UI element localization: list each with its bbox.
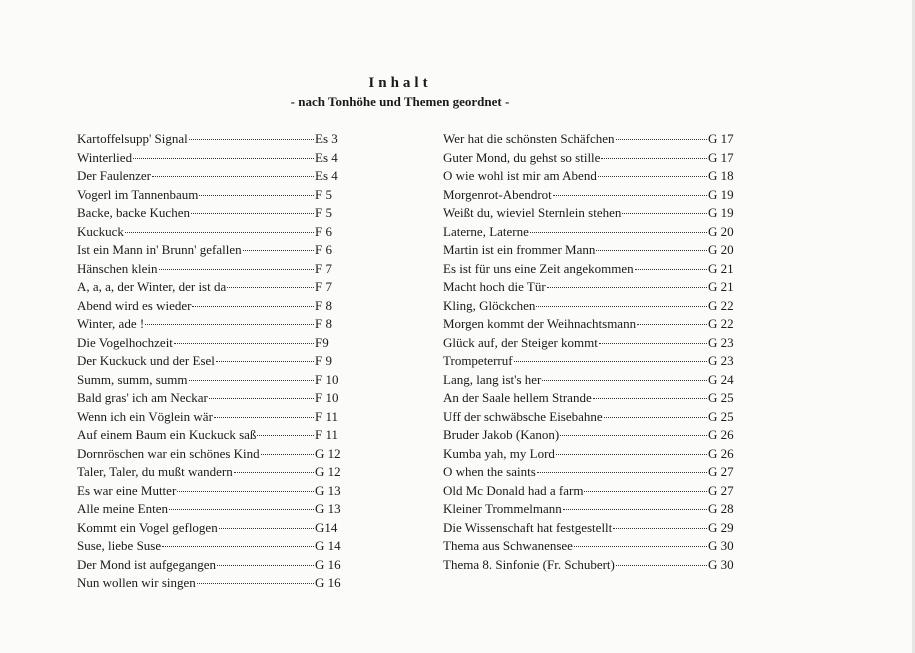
dot-leader (514, 360, 707, 362)
toc-entry (77, 204, 347, 223)
toc-entry-title: Es war eine Mutter (77, 482, 177, 498)
toc-entry-reference: G 23 (708, 353, 734, 368)
toc-entry (77, 223, 347, 242)
toc-entry-title: Ist ein Mann in' Brunn' gefallen (77, 242, 242, 257)
toc-entry-reference: G 22 (708, 297, 734, 313)
toc-entry-title: Dornröschen war ein schönes Kind (77, 445, 260, 461)
toc-entry (77, 519, 347, 538)
toc-entry-reference: F 7 (315, 279, 332, 294)
dot-leader (189, 379, 314, 381)
toc-entry (443, 371, 738, 390)
dot-leader (162, 545, 314, 547)
toc-entry-title: Winterlied (77, 149, 133, 165)
toc-entry (443, 482, 738, 501)
toc-entry-title: Kumba yah, my Lord (443, 445, 555, 461)
toc-entry-reference: Es 4 (315, 168, 338, 183)
toc-entry (443, 241, 738, 260)
dot-leader (243, 249, 314, 251)
toc-entry-reference: G 22 (708, 316, 734, 331)
dot-leader (257, 434, 314, 436)
page-title: Inhalt (368, 75, 432, 91)
toc-entry-title: Martin ist ein frommer Mann (443, 242, 596, 257)
dot-leader (174, 342, 314, 344)
page-subtitle: - nach Tonhöhe und Themen geordnet - (290, 94, 510, 109)
dot-leader (616, 564, 707, 566)
dot-leader (536, 305, 707, 307)
toc-entry-title: Uff der schwäbsche Eisebahne (443, 408, 603, 424)
dot-leader (596, 249, 707, 251)
toc-entry-title: Kleiner Trommelmann (443, 501, 562, 516)
toc-entry (443, 334, 738, 353)
dot-leader (604, 416, 707, 418)
toc-entry-reference: F 11 (315, 408, 338, 424)
toc-entry-reference: G 26 (708, 445, 734, 461)
toc-entry (443, 204, 738, 223)
toc-entry (77, 297, 347, 316)
toc-entry-title: Lang, lang ist's her (443, 371, 542, 387)
toc-entry-title: Bald gras' ich am Neckar (77, 390, 208, 405)
toc-entry (77, 241, 347, 260)
dot-leader (261, 453, 314, 455)
dot-leader (574, 545, 707, 547)
toc-left-column (77, 130, 347, 593)
toc-entry-title: Guter Mond, du gehst so stille (443, 149, 601, 165)
toc-entry (443, 130, 738, 149)
toc-entry-reference: G 19 (708, 186, 734, 202)
dot-leader (547, 286, 707, 288)
toc-entry-title: Die Vogelhochzeit (77, 334, 173, 350)
toc-entry-reference: F 8 (315, 297, 332, 313)
toc-entry-reference: G 27 (708, 464, 734, 479)
toc-entry (77, 371, 347, 390)
toc-entry (77, 408, 347, 427)
toc-entry-reference: F 10 (315, 390, 339, 405)
toc-entry-title: Die Wissenschaft hat festgestellt (443, 519, 613, 535)
dot-leader (169, 508, 314, 510)
toc-entry-title: Bruder Jakob (Kanon) (443, 427, 560, 442)
toc-entry-reference: F 5 (315, 205, 332, 220)
dot-leader (234, 471, 314, 473)
dot-leader (635, 268, 707, 270)
toc-entry (77, 445, 347, 464)
dot-leader (613, 527, 707, 529)
toc-entry-title: Wer hat die schönsten Schäfchen (443, 131, 615, 146)
dot-leader (598, 175, 707, 177)
dot-leader (553, 194, 707, 196)
toc-entry (443, 537, 738, 556)
toc-entry (443, 315, 738, 334)
toc-entry-title: Der Mond ist aufgegangen (77, 556, 216, 572)
dot-leader (214, 416, 314, 418)
toc-entry-reference: G 28 (708, 501, 734, 516)
toc-entry-reference: G 16 (315, 575, 341, 590)
toc-entry-reference: F 7 (315, 260, 332, 276)
toc-entry (443, 426, 738, 445)
dot-leader (192, 305, 314, 307)
toc-entry (443, 278, 738, 297)
dot-leader (209, 397, 314, 399)
dot-leader (601, 157, 707, 159)
dot-leader (227, 286, 314, 288)
toc-entry-reference: G 21 (708, 279, 734, 294)
toc-entry-title: Thema aus Schwanensee (443, 538, 573, 553)
toc-entry (77, 482, 347, 501)
dot-leader (191, 212, 314, 214)
toc-right-column (443, 130, 738, 574)
toc-entry-reference: G 20 (708, 242, 734, 257)
dot-leader (616, 138, 707, 140)
toc-entry-title: Der Faulenzer (77, 168, 151, 183)
toc-entry (77, 574, 347, 593)
toc-entry-title: Summ, summ, summ (77, 371, 188, 387)
toc-entry (443, 149, 738, 168)
toc-entry-title: Backe, backe Kuchen (77, 205, 190, 220)
toc-entry-title: Nun wollen wir singen (77, 575, 196, 590)
toc-entry-reference: G 29 (708, 519, 734, 535)
dot-leader (560, 434, 707, 436)
toc-entry (443, 297, 738, 316)
toc-entry-reference: F 9 (315, 353, 332, 368)
toc-entry-title: An der Saale hellem Strande (443, 390, 592, 405)
toc-entry (77, 537, 347, 556)
toc-entry-title: Old Mc Donald had a farm (443, 482, 584, 498)
dot-leader (125, 231, 314, 233)
dot-leader (542, 379, 707, 381)
toc-entry-reference: G 12 (315, 445, 341, 461)
toc-entry-reference: G 24 (708, 371, 734, 387)
toc-entry (443, 445, 738, 464)
toc-entry (77, 149, 347, 168)
toc-entry-reference: G 16 (315, 556, 341, 572)
toc-entry (77, 315, 347, 334)
toc-entry-reference: G 13 (315, 501, 341, 516)
toc-entry-reference: G14 (315, 519, 338, 535)
toc-entry-title: Winter, ade ! (77, 316, 145, 331)
toc-entry (443, 352, 738, 371)
toc-entry-title: Vogerl im Tannenbaum (77, 186, 199, 202)
toc-entry-reference: G 21 (708, 260, 734, 276)
toc-entry-reference: Es 3 (315, 131, 338, 146)
toc-entry-title: Trompeterruf (443, 353, 513, 368)
toc-entry (443, 223, 738, 242)
toc-entry-title: Es ist für uns eine Zeit angekommen (443, 260, 634, 276)
toc-entry-reference: G 27 (708, 482, 734, 498)
toc-entry-reference: G 17 (708, 149, 734, 165)
dot-leader (537, 471, 707, 473)
toc-entry-title: Kommt ein Vogel geflogen (77, 519, 218, 535)
toc-entry (443, 463, 738, 482)
toc-entry (77, 167, 347, 186)
toc-entry (443, 260, 738, 279)
dot-leader (217, 564, 314, 566)
toc-entry-reference: F9 (315, 334, 329, 350)
dot-leader (556, 453, 707, 455)
dot-leader (159, 268, 314, 270)
toc-entry-title: O wie wohl ist mir am Abend (443, 168, 597, 183)
toc-entry (77, 463, 347, 482)
toc-entry-title: Laterne, Laterne (443, 223, 529, 239)
toc-entry-title: Thema 8. Sinfonie (Fr. Schubert) (443, 556, 615, 572)
toc-entry (443, 519, 738, 538)
toc-entry-title: Macht hoch die Tür (443, 279, 546, 294)
dot-leader (563, 508, 707, 510)
toc-entry (77, 186, 347, 205)
toc-entry-title: Abend wird es wieder (77, 297, 192, 313)
toc-entry-title: Alle meine Enten (77, 501, 168, 516)
toc-entry (443, 167, 738, 186)
toc-entry (77, 389, 347, 408)
toc-entry-title: Kartoffelsupp' Signal (77, 131, 188, 146)
toc-entry-title: A, a, a, der Winter, der ist da (77, 279, 227, 294)
toc-entry (77, 352, 347, 371)
toc-entry-title: O when the saints (443, 464, 536, 479)
toc-entry-title: Taler, Taler, du mußt wandern (77, 464, 233, 479)
dot-leader (599, 342, 707, 344)
toc-entry (443, 556, 738, 575)
toc-entry-reference: F 6 (315, 242, 332, 257)
toc-entry-reference: G 14 (315, 538, 341, 553)
dot-leader (197, 582, 314, 584)
toc-entry-reference: G 25 (708, 408, 734, 424)
toc-entry (443, 408, 738, 427)
dot-leader (133, 157, 314, 159)
toc-entry-reference: G 23 (708, 334, 734, 350)
toc-entry-reference: F 8 (315, 316, 332, 331)
toc-entry (443, 389, 738, 408)
toc-entry (443, 186, 738, 205)
dot-leader (219, 527, 314, 529)
toc-entry-reference: G 12 (315, 464, 341, 479)
toc-entry-reference: Es 4 (315, 149, 338, 165)
toc-entry-reference: F 11 (315, 427, 338, 442)
toc-entry-reference: G 18 (708, 168, 734, 183)
toc-entry-title: Morgenrot-Abendrot (443, 186, 552, 202)
dot-leader (152, 175, 314, 177)
toc-entry-reference: G 13 (315, 482, 341, 498)
toc-entry-reference: G 20 (708, 223, 734, 239)
toc-entry-reference: G 17 (708, 131, 734, 146)
toc-entry-title: Weißt du, wieviel Sternlein stehen (443, 205, 622, 220)
dot-leader (199, 194, 314, 196)
toc-entry (77, 130, 347, 149)
toc-entry (77, 426, 347, 445)
dot-leader (593, 397, 707, 399)
toc-entry-title: Kuckuck (77, 223, 124, 239)
toc-entry-reference: F 6 (315, 223, 332, 239)
toc-entry (77, 260, 347, 279)
toc-entry-title: Hänschen klein (77, 260, 158, 276)
dot-leader (145, 323, 314, 325)
toc-entry (443, 500, 738, 519)
dot-leader (177, 490, 314, 492)
toc-entry-reference: G 30 (708, 556, 734, 572)
toc-entry (77, 556, 347, 575)
toc-entry (77, 500, 347, 519)
dot-leader (622, 212, 707, 214)
toc-entry (77, 334, 347, 353)
toc-entry-reference: G 25 (708, 390, 734, 405)
toc-entry-reference: G 26 (708, 427, 734, 442)
dot-leader (189, 138, 314, 140)
dot-leader (216, 360, 314, 362)
dot-leader (584, 490, 707, 492)
toc-entry-title: Kling, Glöckchen (443, 297, 536, 313)
toc-entry-reference: F 5 (315, 186, 332, 202)
toc-entry-title: Suse, liebe Suse (77, 538, 162, 553)
toc-entry (77, 278, 347, 297)
dot-leader (637, 323, 707, 325)
toc-entry-title: Morgen kommt der Weihnachtsmann (443, 316, 637, 331)
toc-entry-title: Glück auf, der Steiger kommt (443, 334, 598, 350)
toc-entry-reference: G 30 (708, 538, 734, 553)
dot-leader (530, 231, 707, 233)
toc-entry-reference: G 19 (708, 205, 734, 220)
toc-entry-reference: F 10 (315, 371, 339, 387)
toc-entry-title: Auf einem Baum ein Kuckuck saß (77, 427, 257, 442)
toc-entry-title: Wenn ich ein Vöglein wär (77, 408, 213, 424)
toc-entry-title: Der Kuckuck und der Esel (77, 353, 215, 368)
